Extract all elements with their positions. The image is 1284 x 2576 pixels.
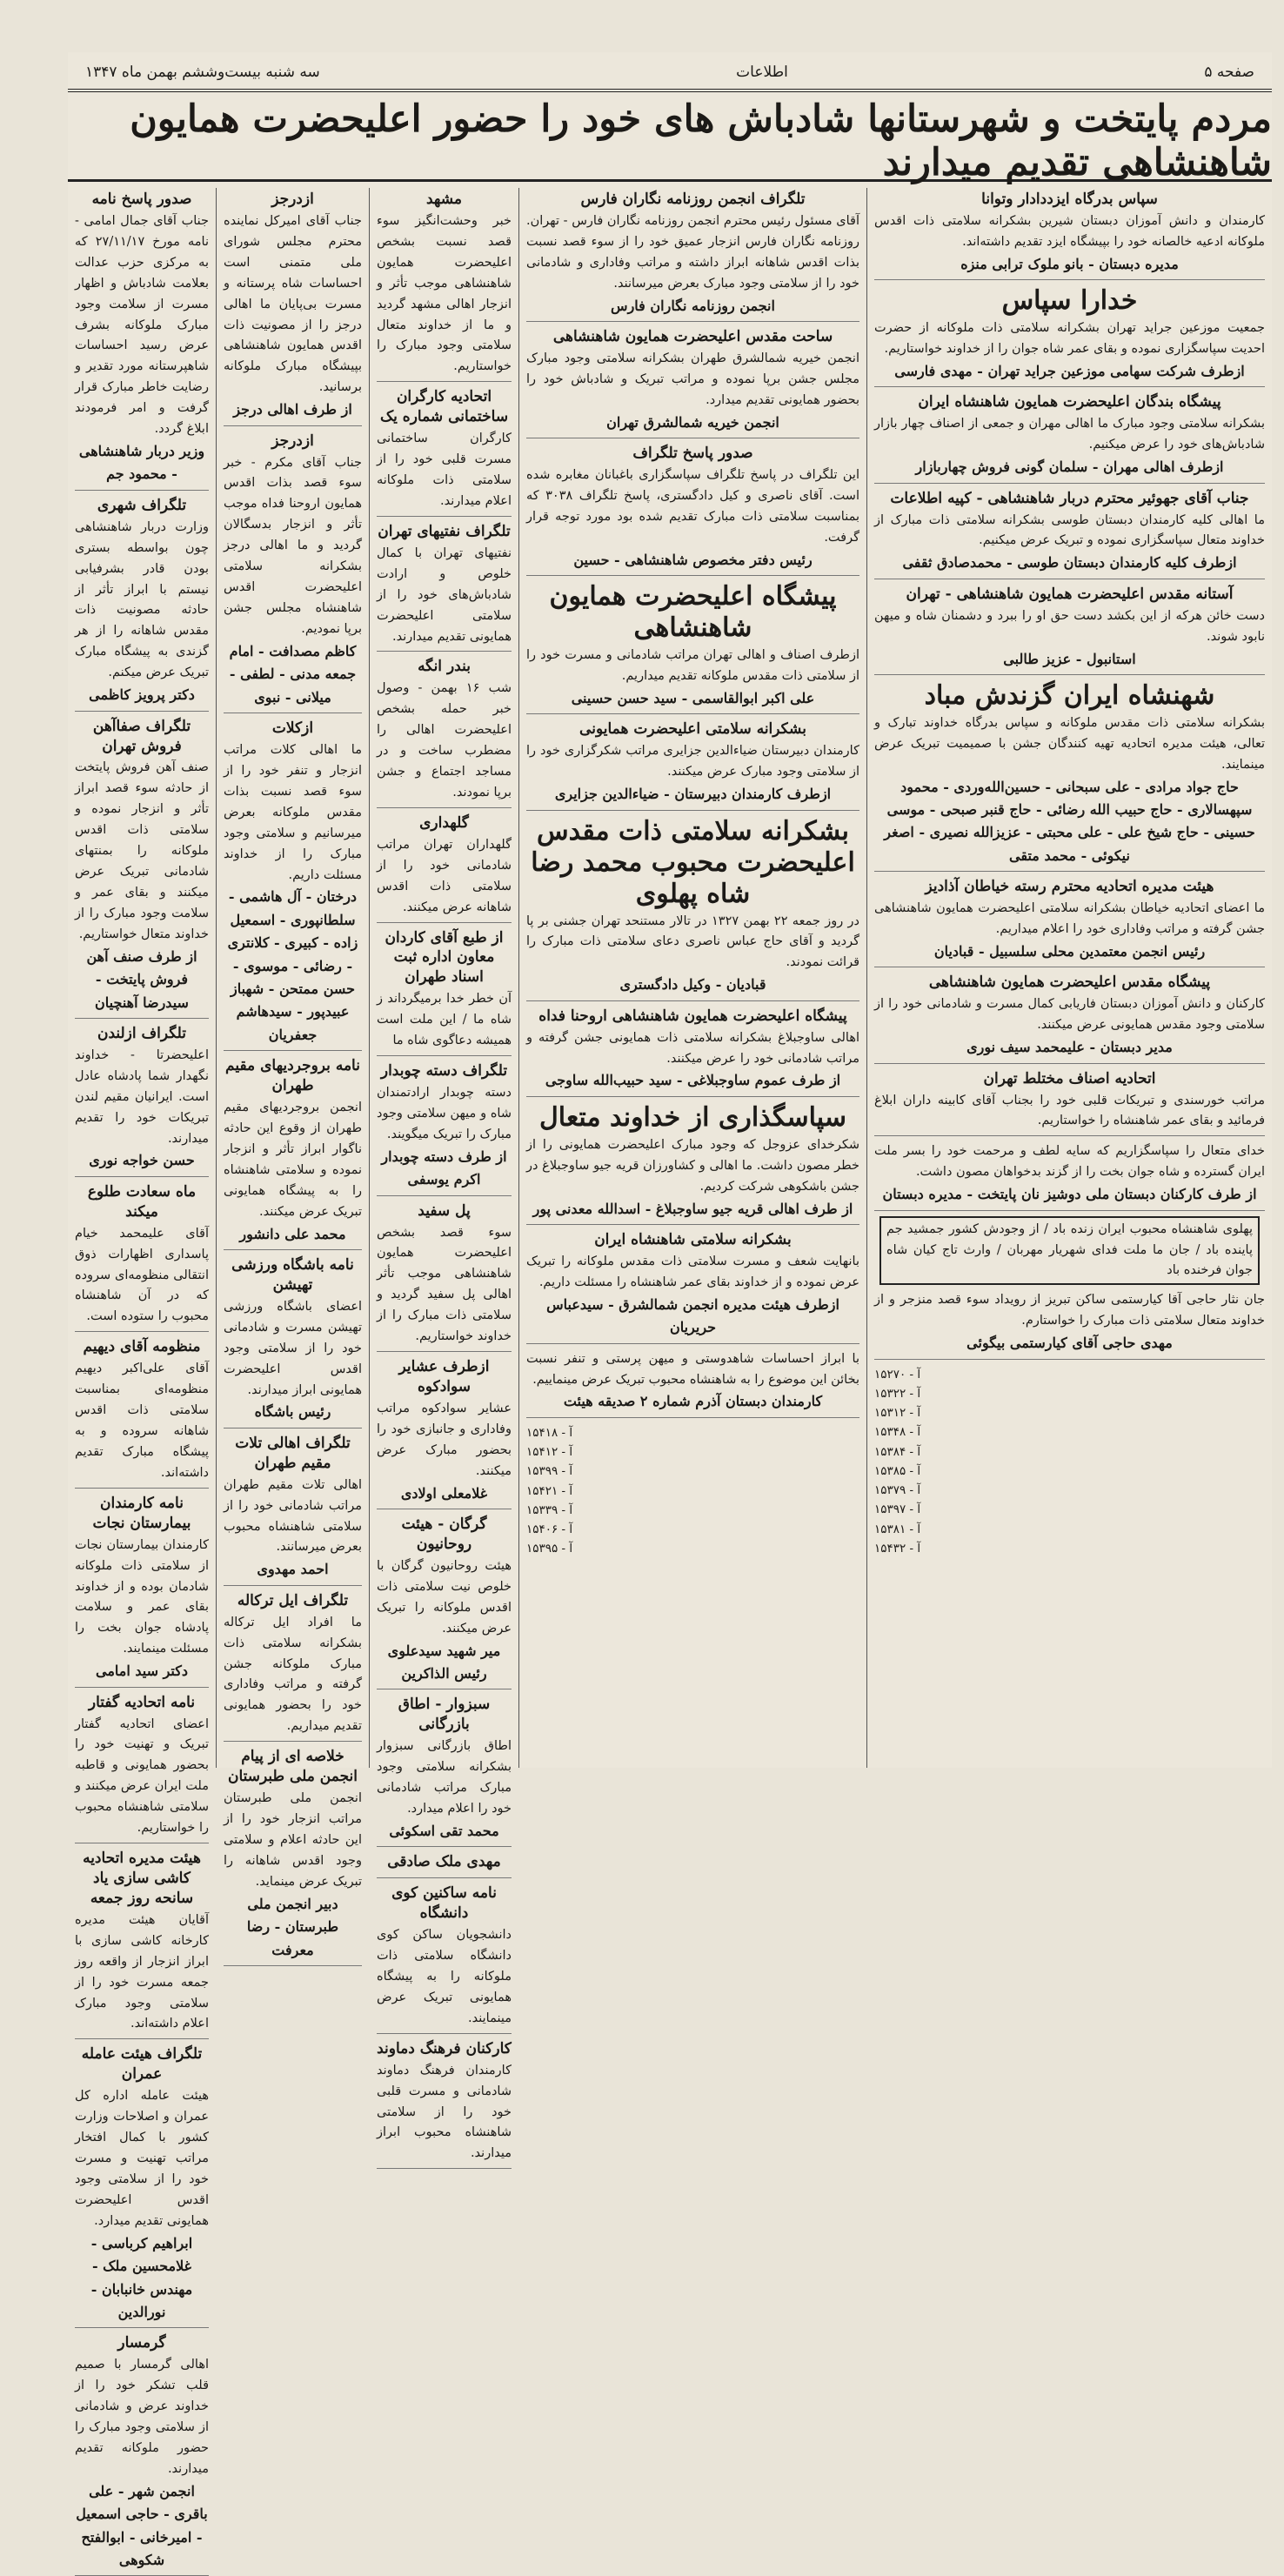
article-title: هیئت مدیره اتحادیه محترم رسته خیاطان آذادیز [925, 878, 1214, 896]
article-body: جناب آقای مکرم - خبر سوء قصد بذات اقدس همایون اروحنا فداه موجب تأثر و انزجار بدسگالان گردید و ما اهالی درجز بشکرانه سلامتی اعلیحضرت اقدس شاهنشاه مجلس جشن برپا نمودیم. [224, 455, 362, 636]
page-headline: مردم پایتخت و شهرستانها شادباش های خود را حضور اعلیحضرت همایون شاهنشاهی تقدیم میدارند [68, 103, 1272, 182]
article [874, 190, 1265, 280]
article-title: سپاس بدرگاه ایزددادار وتوانا [981, 191, 1158, 208]
article-title: سبزوار - اطاق بازرگانی [398, 1696, 491, 1734]
article-signature: انجمن شهر - علی باقری - حاجی اسمعیل - امیرخانی - ابوالفتح شکوهی [76, 2482, 208, 2568]
article-signature: میر شهید سیدعلوی رئیس الذاکرین [387, 1642, 501, 1682]
article-title: پیشگاه اعلیحضرت همایون شاهنشاهی اروحنا فداه [538, 1007, 847, 1025]
article-body: آقای علیمحمد خیام پاسداری اظهارات ذوق انتقالی منظومه‌ای سروده که در آن شاهنشاه محبوب را ستوده است. [75, 1226, 209, 1324]
article [75, 1494, 209, 1688]
article [224, 432, 362, 713]
article [75, 1849, 209, 2039]
article-body: ما اهالی کلات مراتب انزجار و تنفر خود را از سوء قصد نسبت بذات مقدس ملوکانه بعرض میرسانیم و سلامتی وجود مبارک را از خداوند مسئلت داریم. [224, 742, 362, 882]
article-signature: انجمن روزنامه نگاران فارس [611, 297, 775, 314]
article-title: ازدرجز [271, 432, 314, 450]
reference-number: آ - ۱۵۴۰۶ [526, 1522, 573, 1537]
article-signature: رئیس باشگاه [254, 1403, 331, 1421]
article-body: جمعیت موزعین جراید تهران بشکرانه سلامتی ذات ملوکانه از حضرت احدیت سپاسگزاری نموده و بقای عمر شاه جوان را از خداوند خواستاریم. [874, 321, 1265, 357]
article [224, 1255, 362, 1429]
reference-number: آ - ۱۵۳۷۹ [874, 1483, 921, 1498]
reference-number: آ - ۱۵۳۸۴ [874, 1444, 921, 1459]
article-body: اطاق بازرگانی سبزوار بشکرانه سلامتی وجود مبارک مراتب شادمانی خود را اعلام میدارد. [377, 1739, 512, 1816]
article-signature: از طرف صنف آهن فروش پایتخت - سیدرضا آهنچیان [86, 947, 197, 1011]
article [75, 1693, 209, 1843]
article-title: ازکلات [271, 719, 314, 738]
article-signature: دکتر سید امامی [96, 1663, 188, 1680]
column-5 [866, 188, 1272, 1768]
reference-number: آ - ۱۵۳۳۹ [526, 1502, 573, 1517]
article-signature: انجمن خیریه شمالشرق تهران [606, 413, 779, 431]
article-body: کارمندان فرهنگ دماوند شادمانی و مسرت قلبی خود را از سلامتی شاهنشاه محبوب ابراز میدارند. [377, 2063, 512, 2161]
article-signature: دبیر انجمن ملی طبرستان - رضا معرفت [246, 1895, 339, 1958]
article-title: خلاصه ای از پیام انجمن ملی طبرستان [227, 1748, 358, 1786]
article-body: کارمندان دبیرستان ضیاءالدین جزایری مراتب شکرگزاری خود را از سلامتی وجود مبارک عرض میکنند. [526, 744, 859, 779]
article-signature: محمد علی دانشور [239, 1225, 346, 1242]
article-title: ازدرجز [271, 191, 314, 208]
article [75, 1024, 209, 1177]
article-title: تلگراف هیئت عامله عمران [81, 2045, 203, 2084]
article [879, 1216, 1260, 1286]
article-body: بانهایت شعف و مسرت سلامتی ذات مقدس ملوکانه را تبریک عرض نموده و از خداوند بقای عمر شاهنشاه را مسئلت داریم. [526, 1254, 859, 1289]
article [75, 1337, 209, 1488]
article [526, 719, 859, 810]
folio-bar [68, 56, 1272, 92]
article [874, 585, 1265, 675]
article-title: اتحادیه کارگران ساختمانی شماره یک [379, 388, 509, 426]
article-body: آن خطر خدا برمیگرداند ز شاه ما / این ملت است همیشه دعاگوی شاه ما [377, 992, 512, 1048]
reference-number: آ - ۱۵۳۸۱ [874, 1522, 921, 1536]
article-title: تلگراف دسته چوبدار [380, 1062, 508, 1081]
article-title: نامه بروجردیهای مقیم طهران [225, 1057, 360, 1095]
article [377, 1061, 512, 1195]
article-title: تلگراف صفا‌آهن فروش تهران [92, 717, 191, 755]
article [526, 1230, 859, 1344]
article-title: ماه سعادت طلوع میکند [87, 1182, 197, 1221]
article-body: صنف آهن فروش پایتخت از حادثه سوء قصد ابراز تأثر و انزجار نموده و سلامتی ذات اقدس ملوکانه را بمنتهای شادمانی تبریک عرض میکنند و بقای عمر و سلامت وجود مبارک را از خداوند متعال خواستاریم. [75, 760, 209, 941]
article-title: تلگراف نفتیهای تهران [378, 522, 511, 540]
article-signature: دکتر پرویز کاظمی [89, 686, 195, 704]
article-body: گلهداران تهران مراتب شادمانی خود را از سلامتی ذات اقدس شاهانه عرض میکنند. [377, 837, 512, 914]
article-signature: حاج جواد مرادی - علی سبحانی - حسین‌الله‌وردی - محمود سپهسالاری - حاج حبیب الله رضائی - حاج قنبر صبحی - موسی حسینی - حاج شیخ علی - علی محبتی - عزیزالله نصیری - اصغر نیکوئی - محمد متقی [884, 778, 1255, 864]
article [526, 1007, 859, 1097]
column-4 [518, 188, 866, 1768]
article-signature: ازطرف اهالی مهران - سلمان گونی فروش چهاربازار [915, 458, 1224, 476]
article-title: کارکنان فرهنگ دماوند [377, 2039, 512, 2057]
issue-date: سه شنبه بیست‌وششم بهمن ماه ۱۳۴۷ [85, 64, 320, 81]
article [874, 973, 1265, 1063]
article [377, 387, 512, 517]
article-title: مهدی ملک صادقی [387, 1853, 501, 1871]
reference-number: آ - ۱۵۲۷۰ [874, 1367, 921, 1382]
article-title: پیشگاه مقدس اعلیحضرت همایون شاهنشاهی [928, 974, 1211, 992]
article-signature: کاظم مصدافت - امام جمعه مدنی - لطفی - میلانی - نبوی [229, 642, 357, 706]
article [224, 1056, 362, 1250]
article-signature: حسن خواجه نوری [89, 1152, 195, 1169]
reference-number: آ - ۱۵۳۹۹ [526, 1464, 573, 1479]
article-signature: محمد تقی اسکوئی [389, 1822, 499, 1839]
article-signature: ازطرف کلیه کارمندان دبستان طوسی - محمدصادق ثقفی [902, 554, 1237, 572]
reference-number: آ - ۱۵۳۲۲ [874, 1386, 921, 1401]
article-body: کارمندان بیمارستان نجات از سلامتی ذات ملوکانه شادمان بوده و از خداوند بقای عمر و سلامت پادشاه جوان بخت را مسئلت مینمایند. [75, 1537, 209, 1656]
article-body: کارمندان و دانش آموزان دبستان شیرین بشکرانه سلامتی ذات اقدس ملوکانه ادعیه خالصانه خود را بپیشگاه ایزد تقدیم داشته‌اند. [874, 213, 1265, 249]
article-body: این تلگراف در پاسخ تلگراف سپاسگزاری باغبانان مغابره شده است. آقای ناصری و کیل دادگستری، پاسخ تلگراف ۳۰۳۸ که بمناسبت سلامتی ذات مبارک تقدیم شده بود مورد توجه قرار گرفت. [526, 468, 859, 545]
article-body: هیئت عامله اداره کل عمران و اصلاحات وزارت کشور با کمال افتخار مراتب تهنیت و مسرت خود را از سلامتی وجود اقدس اعلیحضرت همایونی تقدیم میدارد. [75, 2089, 209, 2228]
article-signature: علی اکبر ابوالقاسمی - سید حسن حسینی [571, 689, 815, 706]
article-signature: رئیس انجمن معتمدین محلی سلسبیل - قبادیان [933, 943, 1206, 960]
article-body: ازطرف اصناف و اهالی تهران مراتب شادمانی و مسرت خود را از سلامتی ذات مقدس ملوکانه تقدیم میداریم. [526, 648, 859, 684]
article [526, 1102, 859, 1225]
article [377, 1883, 512, 2033]
article-body: اهالی ساوجبلاغ بشکرانه سلامتی ذات همایونی جشن گرفته و مراتب شادمانی خود را عرض میکنند. [526, 1030, 859, 1066]
article-signature: از طرف کارکنان دبستان ملی دوشیز نان پایتخت - مدیره دبستان [882, 1186, 1257, 1203]
reference-number: آ - ۱۵۳۸۵ [874, 1463, 921, 1478]
article [526, 581, 859, 714]
article-title: نامه ساکنین کوی دانشگاه [391, 1884, 497, 1923]
article-signature: غلامعلی اولادی [400, 1484, 488, 1502]
article-signature: ازطرف کارمندان دبیرستان - ضیاءالدین جزایری [554, 786, 832, 803]
article-body: عشایر سوادکوه مراتب وفاداری و جانبازی خود را بحضور مبارک عرض میکنند. [377, 1401, 512, 1478]
article-title: گرمسار [117, 2334, 166, 2352]
article [377, 522, 512, 652]
article-title: ساحت مقدس اعلیحضرت همایون شاهنشاهی [552, 328, 833, 346]
article-body: کارکنان و دانش آموزان دبستان فاریابی کمال مسرت و شادمانی خود را از سلامتی وجود مقدس همایونی عرض میکنند. [874, 997, 1265, 1033]
article-signature: قبادیان - وکیل دادگستری [619, 976, 766, 994]
article-signature: مدیر دبستان - علیمحمد سیف نوری [966, 1039, 1173, 1056]
article-body: دانشجویان ساکن کوی دانشگاه سلامتی ذات ملوکانه را به پیشگاه همایونی تبریک عرض مینمایند. [377, 1928, 512, 2025]
article-title: صدور پاسخ نامه [91, 191, 192, 208]
article-body: سوء قصد بشخص اعلیحضرت همایون شاهنشاهی موجب تأثر اهالی پل سفید گردید و سلامتی ذات مبارک را از خداوند خواستاریم. [377, 1225, 512, 1344]
article [526, 190, 859, 322]
article [874, 680, 1265, 872]
reference-number: آ - ۱۵۴۲۱ [526, 1483, 573, 1498]
article [377, 190, 512, 382]
article-body: انجمن خیریه شمالشرق طهران بشکرانه سلامتی وجود مبارک مجلس جشن برپا نموده و مراتب تبریک و شادباش خود را بحضور همایونی تقدیم میدارد. [526, 351, 859, 407]
article [874, 489, 1265, 579]
article-title: بشکرانه سلامتی ذات مقدس اعلیحضرت محبوب محمد رضا شاه پهلوی [531, 815, 855, 909]
article [377, 928, 512, 1057]
article-title: سپاسگذاری از خداوند متعال [539, 1101, 846, 1133]
newspaper-page [68, 52, 1272, 2568]
article-body: شب ۱۶ بهمن - وصول خبر حمله بشخص اعلیحضرت اهالی را مضطرب ساخت و در مساجد اجتماع و جشن برپا نمودند. [377, 681, 512, 800]
article-title: نامه اتحادیه گفتار [88, 1693, 196, 1711]
reference-number: آ - ۱۵۳۹۷ [874, 1502, 921, 1517]
article-title: آستانه مقدس اعلیحضرت همایون شاهنشاهی - تهران [906, 585, 1234, 603]
article-title: جناب آقای جهوئیر محترم دربار شاهنشاهی - کپیه اطلاعات [890, 489, 1249, 507]
article [874, 1141, 1265, 1210]
article-title: اتحادیه اصناف مختلط تهران [983, 1069, 1156, 1087]
article-title: نامه کارمندان بیمارستان نجات [92, 1494, 191, 1532]
article-body: ما اعضای اتحادیه خیاطان بشکرانه سلامتی اعلیحضرت همایون شاهنشاهی جشن گرفته و مراتب وفاداری خود را اعلام میداریم. [874, 901, 1265, 937]
article-body: پهلوی شاهنشاه محبوب ایران زنده باد / از وجودش کشور جمشید جم پاینده باد / جان ما ملت فدای شهریار مهربان / وارث تاج کیان شاه جوان فرخنده باد [886, 1221, 1253, 1278]
article-body: نفتیهای تهران با کمال خلوص و ارادت شادباش‌های خود را از سلامتی اعلیحضرت همایونی تقدیم میدارند. [377, 545, 512, 644]
article-title: تلگراف ایل ترکاله [237, 1591, 349, 1609]
article [75, 2333, 209, 2576]
article-title: پل سفید [418, 1201, 471, 1220]
article-title: منظومه آقای دیهیم [83, 1338, 201, 1356]
article-body: دسته چوبدار ارادتمندان شاه و میهن سلامتی وجود مبارک را تبریک میگویند. [377, 1086, 512, 1141]
article [377, 1515, 512, 1689]
article-body: با ابراز احساسات شاهدوستی و میهن پرستی و تنفر نسبت بخائن این موضوع را به شاهنشاه محبوب تبریک عرض مینماییم. [526, 1351, 859, 1387]
article-body: خدای متعال را سپاسگزاریم که سایه لطف و مرحمت خود را بسر ملت ایران گسترده و شاه جوان بخت را از گزند بدخواهان مصون داشت. [874, 1144, 1265, 1180]
article-body: مراتب خورسندی و تبریکات قلبی خود را بجناب آقای کابینه داران ابلاغ فرمائید و بقای عمر شاهنشاه را خواستاریم. [874, 1093, 1265, 1128]
article-body: ما اهالی کلیه کارمندان دبستان طوسی بشکرانه سلامتی ذات مبارک از خداوند متعال سپاسگزاری نموده و تبریک عرض میکنیم. [874, 512, 1265, 548]
article [874, 877, 1265, 967]
article-body: جناب آقای امیرکل نماینده محترم مجلس شورای ملی متمنی است احساسات شاه پرستانه و مسرت بی‌پایان ما اهالی درجز را از مصونیت ذات اقدس همایون شاهنشاهی بپیشگاه مبارک ملوکانه برسانید. [224, 213, 362, 395]
article-body: جان نثار حاجی آقا کیارستمی ساکن تبریز از رویداد سوء قصد منزجر و از خداوند متعال سلامتی ذات مبارک را خواستارم. [874, 1293, 1265, 1328]
article [874, 1290, 1265, 1359]
article-signature: احمد مهدوی [257, 1561, 329, 1578]
article-signature: از طرف اهالی درجز [233, 401, 352, 418]
article [224, 190, 362, 426]
reference-number: آ - ۱۵۴۱۲ [526, 1445, 573, 1460]
article-body: آقایان هیئت مدیره کارخانه کاشی سازی با ابراز انزجار از واقعه روز جمعه مسرت خود را از سلامتی وجود مبارک اعلام داشته‌اند. [75, 1912, 209, 2031]
article-title: نامه باشگاه ورزشی تهیشن [231, 1255, 354, 1294]
article-title: تلگراف اهالی تلات مقیم طهران [235, 1434, 351, 1472]
article [75, 2044, 209, 2328]
article-signature: از طرف دسته چوبدار اکرم یوسفی [381, 1147, 507, 1188]
article-body: انجمن بروجردیهای مقیم طهران از وقوع این حادثه ناگوار ابراز تأثر و انزجار نموده و سلامتی شاهنشاه را به پیشگاه همایونی تبریک عرض میکنند. [224, 1101, 362, 1219]
article-signature: کارمندان دبستان آذرم شماره ۲ صدیقه هیئت [563, 1393, 823, 1410]
article [377, 2039, 512, 2170]
article-body: کارگران ساختمانی مسرت قلبی خود را از سلامتی ذات ملوکانه اعلام میدارند. [377, 432, 512, 508]
article-signature: درختان - آل هاشمی - سلطانپوری - اسمعیل زاده - کبیری - کلانتری - رضائی - موسوی - حسن ممتحن - شهباز عبیدپور - سیدهاشم جعفریان [227, 888, 358, 1043]
article-title: ازطرف عشایر سوادکوه [398, 1358, 490, 1395]
article-signature: ازطرف هیئت مدیره انجمن شمالشرق - سیدعباس حریریان [546, 1295, 839, 1336]
article-title: مشهد [425, 191, 463, 208]
article-body: وزارت دربار شاهنشاهی چون بواسطه بستری بودن قادر بشرفیابی نیستم با ابراز تأثر از حادثه مصونیت ذات مقدس شاهانه را از هر گزندی به پیشگاه مبارک تبریک عرض میکنم. [75, 519, 209, 680]
article-title: پیشگاه اعلیحضرت همایون شاهنشاهی [549, 581, 837, 644]
article-signature: از طرف اهالی قریه جیو ساوجبلاغ - اسدالله معدنی پور [532, 1200, 853, 1217]
article-body: ما افراد ایل ترکاله بشکرانه سلامتی ذات مبارک ملوکانه جشن گرفته و مراتب وفاداری خود را بحضور همایونی تقدیم میداریم. [224, 1615, 362, 1734]
article-body: هیئت روحانیون گرگان با خلوص نیت سلامتی ذات اقدس ملوکانه را تبریک عرض میکنند. [377, 1558, 512, 1636]
article [526, 327, 859, 438]
article [75, 496, 209, 712]
article-title: گلهداری [419, 813, 469, 832]
article-signature: استانبول - عزیز طالبی [1003, 650, 1136, 667]
article [75, 1182, 209, 1332]
reference-number: آ - ۱۵۳۱۲ [874, 1406, 921, 1421]
article [377, 1201, 512, 1352]
article-title: تلگراف ازلندن [97, 1024, 187, 1042]
masthead-name: اطلاعات [736, 64, 788, 81]
article [526, 816, 859, 1001]
reference-number: آ - ۱۵۳۹۵ [526, 1542, 573, 1556]
article [874, 392, 1265, 483]
article-title: گرگان - هیئت روحانیون [401, 1515, 487, 1553]
reference-number: آ - ۱۵۴۳۲ [874, 1542, 921, 1556]
article-body: در روز جمعه ۲۲ بهمن ۱۳۲۷ در تالار مستنحد تهران جشنی بر پا گردید و آقای حاج عباس ناصری دعای سلامتی ذات مبارک را قرائت نمودند. [526, 913, 859, 970]
article-body: خبر وحشت‌انگیز سوء قصد نسبت بشخص اعلیحضرت همایون شاهنشاهی موجب تأثر و انزجار اهالی مشهد گردید و ما از خداوند متعال سلامتی وجود مبارک را خواستاریم. [377, 213, 512, 374]
article-signature: مهدی حاجی آقای کیارستمی بیگوئی [966, 1335, 1173, 1352]
article-title: بشکرانه سلامتی شاهنشاه ایران [594, 1231, 792, 1249]
article [526, 1349, 859, 1418]
article-body: بشکرانه سلامتی وجود مبارک ما اهالی مهران و جمعی از اصناف چهار بازار شادباش‌های خود را عرض میکنیم. [874, 417, 1265, 452]
article-body: اعضای اتحادیه گفتار تبریک و تهنیت خود را بحضور همایونی و قاطبه ملت ایران عرض میکنند و سلامتی شاهنشاه محبوب را خواستاریم. [75, 1716, 209, 1836]
article [377, 657, 512, 807]
article-title: شهنشاه ایران گزندش مباد [924, 679, 1215, 711]
article-signature: مدیره دبستان - بانو ملوک ترابی منزه [960, 255, 1179, 272]
article-body: بشکرانه سلامتی ذات مقدس ملوکانه و سپاس بدرگاه خداوند تبارک و تعالی، هیئت مدیره اتحادیه تهیه کنندگان جشن با صمیمیت تبریک عرض مینمایند. [874, 715, 1265, 772]
article [75, 717, 209, 1019]
column-1 [68, 188, 216, 2568]
article-body: آقای علی‌اکبر دیهیم منظومه‌ای بمناسبت سلامتی ذات اقدس شاهانه سروده و به پیشگاه مبارک تقدیم داشته‌اند. [75, 1362, 209, 1480]
article-body: آقای مسئول رئیس محترم انجمن روزنامه نگاران فارس - تهران. روزنامه نگاران فارس انزجار عمیق خود را از سوء قصد نسبت بذات اقدس شاهانه ابراز داشته و مراتب وفاداری و شادمانی خود را از سلامتی وجود مبارک بعرض میرسانند. [526, 213, 859, 291]
article [377, 1357, 512, 1509]
article-title: بندر انگه [418, 658, 471, 676]
article-signature: وزیر دربار شاهنشاهی - محمود جم [78, 443, 205, 483]
article [224, 1747, 362, 1966]
article-title: صدور پاسخ تلگراف [632, 445, 753, 463]
article [377, 1852, 512, 1878]
article-signature: از طرف عموم ساوجبلاغی - سید حبیب‌الله ساوجی [545, 1072, 841, 1089]
article [224, 1591, 362, 1742]
article [874, 1069, 1265, 1137]
article [377, 1695, 512, 1847]
article-signature: ازطرف شرکت سهامی موزعین جراید تهران - مهدی فارسی [894, 363, 1245, 380]
article-body: شکرخدای عزوجل که وجود مبارک اعلیحضرت همایونی را از خطر مصون داشت. ما اهالی و کشاورزان قریه جیو ساوجبلاغ در جشن باشکوهی شرکت کردیم. [526, 1137, 859, 1194]
article [377, 813, 512, 923]
reference-number: آ - ۱۵۳۴۸ [874, 1425, 921, 1440]
article-body: اعلیحضرتا - خداوند نگهدار شما پادشاه عادل است. ایرانیان مقیم لندن تبریکات خود را تقدیم میدارند. [75, 1047, 209, 1146]
article-title: خدارا سپاس [1001, 285, 1138, 317]
columns [68, 188, 1272, 2568]
article-signature: ابراهیم کرباسی - غلامحسین ملک - مهندس خانبابان - نورالدین [90, 2234, 193, 2320]
page-number: صفحه ۵ [1204, 64, 1254, 81]
article-body: جناب آقای جمال امامی - نامه مورخ ۲۷/۱۱/۱۷ که به مرکزی حزب عدالت بعلامت شادباش و اظهار مسرت از سلامت وجود مبارک ملوکانه بشرف عرض رسید احساسات شاهپرستانه مورد تقدیر و رضایت خاطر مبارک قرار گرفت و امر فرمودند ابلاغ گردد. [75, 213, 209, 437]
article [526, 444, 859, 576]
column-2 [216, 188, 369, 1958]
article-title: تلگراف انجمن روزنامه نگاران فارس [580, 191, 806, 208]
article-body: اهالی گرمسار با صمیم قلب تشکر خود را از خداوند عرض و شادمانی از سلامتی وجود مبارک را حضور ملوکانه تقدیم میدارند. [75, 2358, 209, 2476]
article-title: هیئت مدیره اتحادیه کاشی سازی یاد سانحه روز جمعه [83, 1850, 201, 1907]
article-title: تلگراف شهری [97, 496, 187, 514]
article [224, 1434, 362, 1586]
article [75, 190, 209, 491]
reference-number: آ - ۱۵۴۱۸ [526, 1425, 573, 1440]
article-body: اعضای باشگاه ورزشی تهیشن مسرت و شادمانی خود را از سلامتی وجود اقدس اعلیحضرت همایونی ابراز میدارند. [224, 1299, 362, 1397]
article-title: پیشگاه بندگان اعلیحضرت همایون شاهنشاه ایران [918, 393, 1221, 411]
article-body: انجمن ملی طبرستان مراتب انزجار خود را از این حادثه اعلام و سلامتی وجود اقدس شاهانه را تبریک عرض مینماید. [224, 1791, 362, 1889]
article-title: بشکرانه سلامتی اعلیحضرت همایونی [579, 720, 806, 739]
article [874, 285, 1265, 387]
article-title: از طبع آقای کاردان معاون اداره ثبت اسناد طهران [385, 928, 504, 987]
article-body: اهالی تلات مقیم طهران مراتب شادمانی خود را از سلامتی شاهنشاه محبوب بعرض میرسانند. [224, 1477, 362, 1555]
article [224, 719, 362, 1051]
article-body: دست خائن هرکه از این بکشد دست حق او را ببرد و دشمنان شاه و میهن نابود شوند. [874, 608, 1265, 644]
column-3 [369, 188, 518, 2161]
article-signature: رئیس دفتر مخصوص شاهنشاهی - حسین [573, 551, 813, 568]
